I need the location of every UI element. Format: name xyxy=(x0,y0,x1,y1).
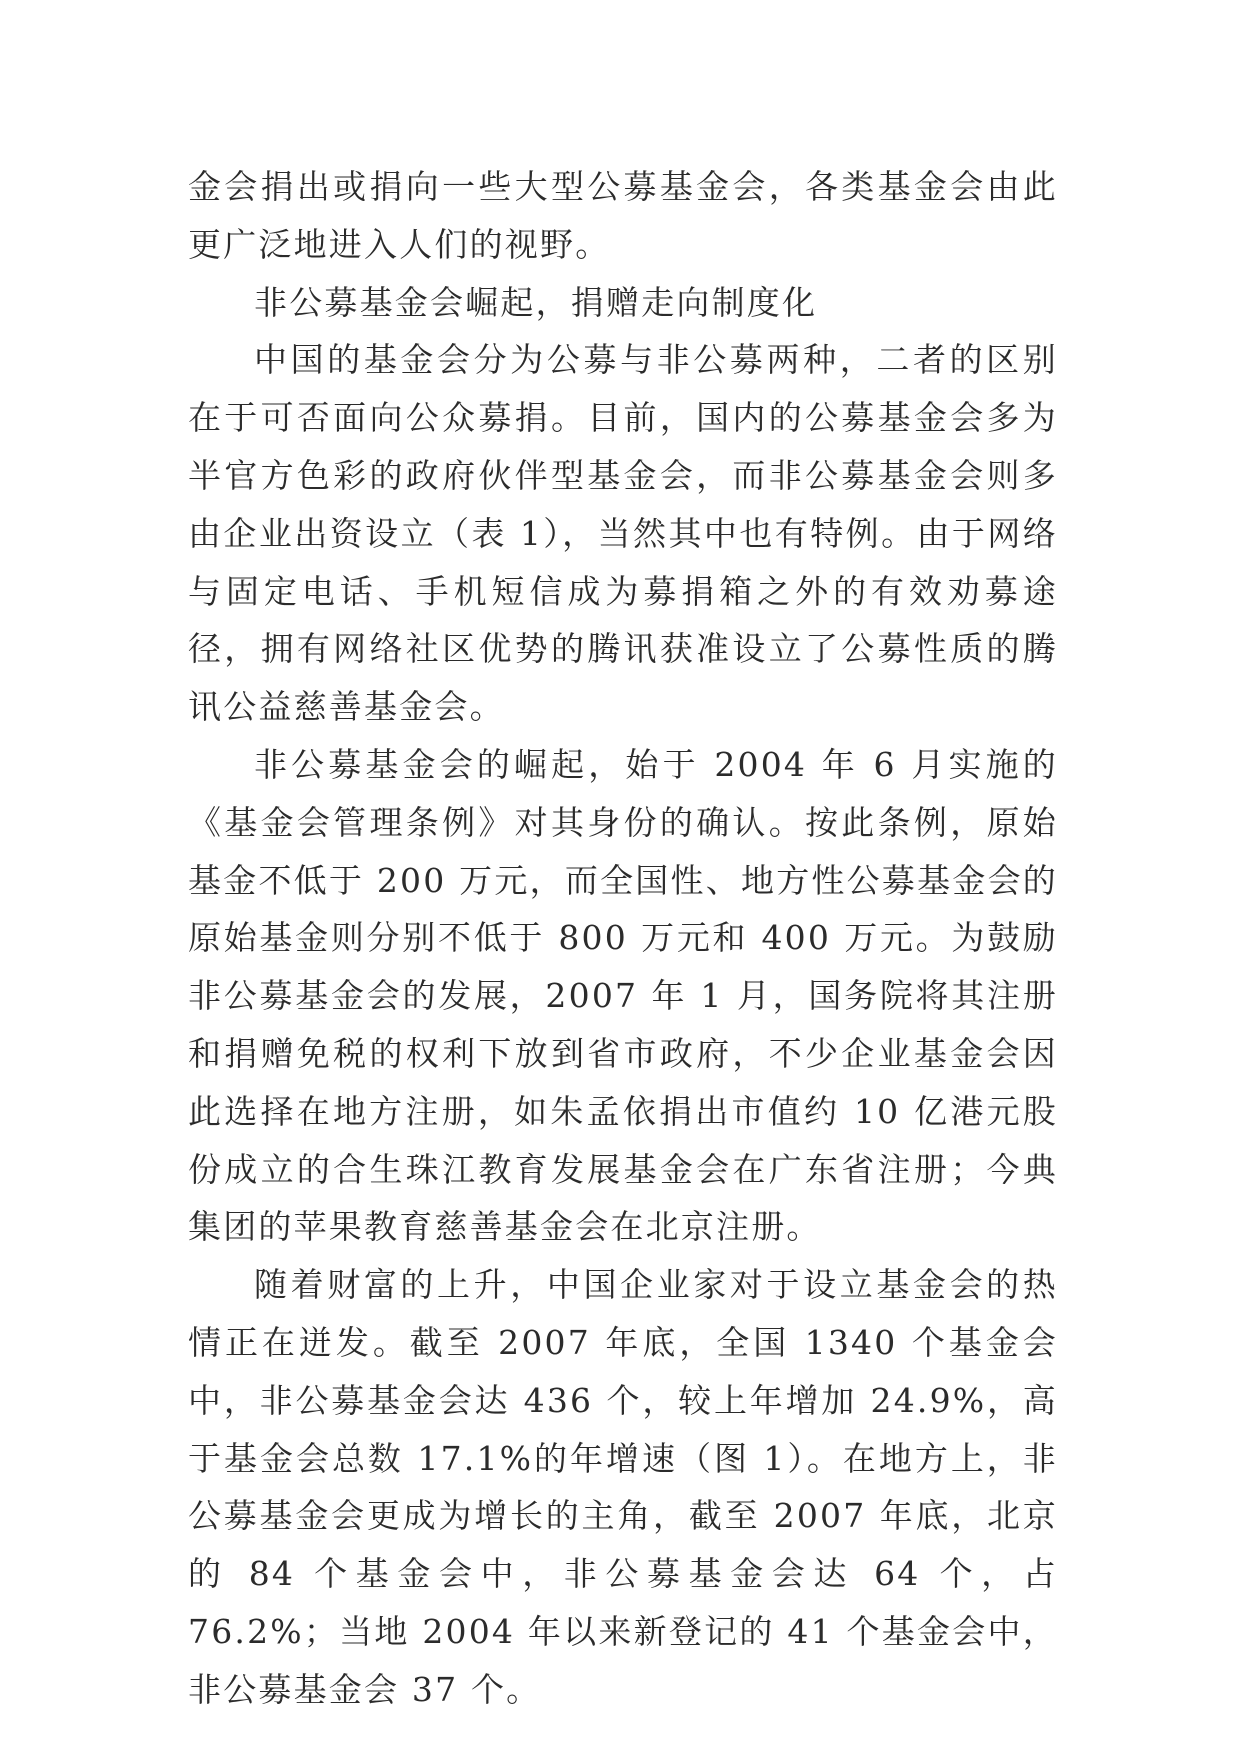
paragraph-foundation-types: 中国的基金会分为公募与非公募两种，二者的区别在于可否面向公众募捐。目前，国内的公募基金会多为半官方色彩的政府伙伴型基金会，而非公募基金会则多由企业出资设立（表 1），当然其中也有特例。由于网络与固定电话、手机短信成为募捐箱之外的有效劝募途径，拥有网络社区优势的腾讯获准设立了公募性质的腾讯公益慈善基金会。 xyxy=(188,340,1058,727)
section-heading: 非公募基金会崛起，捐赠走向制度化 xyxy=(254,282,818,322)
paragraph-continuation: 金会捐出或捐向一些大型公募基金会，各类基金会由此更广泛地进入人们的视野。 xyxy=(188,167,1058,264)
body-text xyxy=(188,158,1058,1719)
paragraph-growth: 随着财富的上升，中国企业家对于设立基金会的热情正在迸发。截至 2007 年底，全国 1340 个基金会中，非公募基金会达 436 个，较上年增加 24.9%，高于基金会总数 17.1%的年增速（图 1）。在地方上，非公募基金会更成为增长的主角，截至 2007 年底，北京的 84 个基金会中，非公募基金会达 64 个，占 76.2%；当地 2004 年以来新登记的 41 个基金会中，非公募基金会 37 个。 xyxy=(188,1265,1058,1709)
paragraph-regulations: 非公募基金会的崛起，始于 2004 年 6 月实施的《基金会管理条例》对其身份的确认。按此条例，原始基金不低于 200 万元，而全国性、地方性公募基金会的原始基金则分别不低于 800 万元和 400 万元。为鼓励非公募基金会的发展，2007 年 1 月，国务院将其注册和捐赠免税的权利下放到省市政府，不少企业基金会因此选择在地方注册，如朱孟依捐出市值约 10 亿港元股份成立的合生珠江教育发展基金会在广东省注册；今典集团的苹果教育慈善基金会在北京注册。 xyxy=(188,744,1058,1247)
